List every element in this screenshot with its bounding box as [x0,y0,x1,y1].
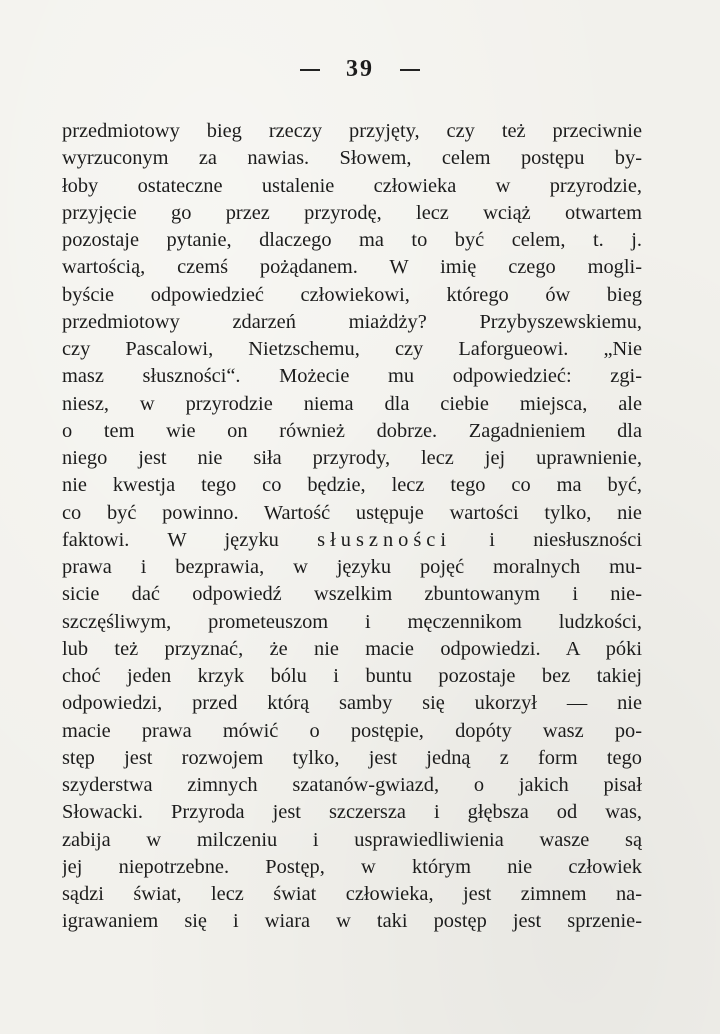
text-line: szyderstwa zimnych szatanów-gwiazd, o jakich pisał [62,774,642,796]
page-number: 39 [346,56,374,82]
text-line: sicie dać odpowiedź wszelkim zbuntowanym i nie- [62,583,642,606]
text-line: prawa i bezprawia, w języku pojęć moralnych mu- [62,556,642,578]
text-line: szczęśliwym, prometeuszom i męczennikom ludzkości, [62,610,642,633]
header-dash-left [300,69,320,71]
spaced-word: słuszności [317,528,451,551]
text-line: odpowiedzi, przed którą samby się ukorzył — nie [62,692,642,715]
text-line: pozostaje pytanie, dlaczego ma to być celem, t. j. [62,229,642,251]
text-line: jej niepotrzebne. Postęp, w którym nie człowiek [62,855,642,878]
text-fragment: faktowi. W języku [62,528,279,551]
text-line: łoby ostateczne ustalenie człowieka w przyrodzie, [62,174,642,197]
text-line: macie prawa mówić o postępie, dopóty wasz po- [62,719,642,742]
text-line: przyjęcie go przez przyrodę, lecz wciąż otwartem [62,201,642,224]
text-line: zabija w milczeniu i usprawiedliwienia wasze są [62,828,642,851]
text-line: wyrzuconym za nawias. Słowem, celem postępu by- [62,147,642,170]
text-line: Słowacki. Przyroda jest szczersza i głębsza od was, [62,801,642,824]
text-fragment: i niesłuszności [489,528,642,551]
text-line: przedmiotowy bieg rzeczy przyjęty, czy też przeciwnie [62,120,642,142]
text-line: przedmiotowy zdarzeń miażdży? Przybyszewskiemu, [62,310,642,333]
text-line: masz słuszności“. Możecie mu odpowiedzieć: zgi- [62,365,642,388]
text-line: sądzi świat, lecz świat człowieka, jest zimnem na- [62,883,642,905]
text-line: wartością, czemś pożądanem. W imię czego mogli- [62,256,642,279]
body-text [62,118,642,936]
text-line: choć jeden krzyk bólu i buntu pozostaje bez takiej [62,665,642,687]
text-line-spaced [62,527,642,554]
text-line: czy Pascalowi, Nietzschemu, czy Laforgueowi. „Nie [62,338,642,360]
text-line: stęp jest rozwojem tylko, jest jedną z form tego [62,746,642,769]
page-header [0,56,720,83]
text-line: niesz, w przyrodzie niema dla ciebie miejsca, ale [62,392,642,415]
text-line: lub też przyznać, że nie macie odpowiedzi. A póki [62,637,642,660]
text-line: nie kwestja tego co będzie, lecz tego co ma być, [62,474,642,497]
text-line: co być powinno. Wartość ustępuje wartości tylko, nie [62,501,642,524]
text-line: niego jest nie siła przyrody, lecz jej uprawnienie, [62,447,642,469]
text-line: o tem wie on również dobrze. Zagadnieniem dla [62,419,642,442]
header-dash-right [400,69,420,71]
text-line: byście odpowiedzieć człowiekowi, którego ów bieg [62,283,642,306]
text-line: igrawaniem się i wiara w taki postęp jest sprzenie- [62,910,642,933]
